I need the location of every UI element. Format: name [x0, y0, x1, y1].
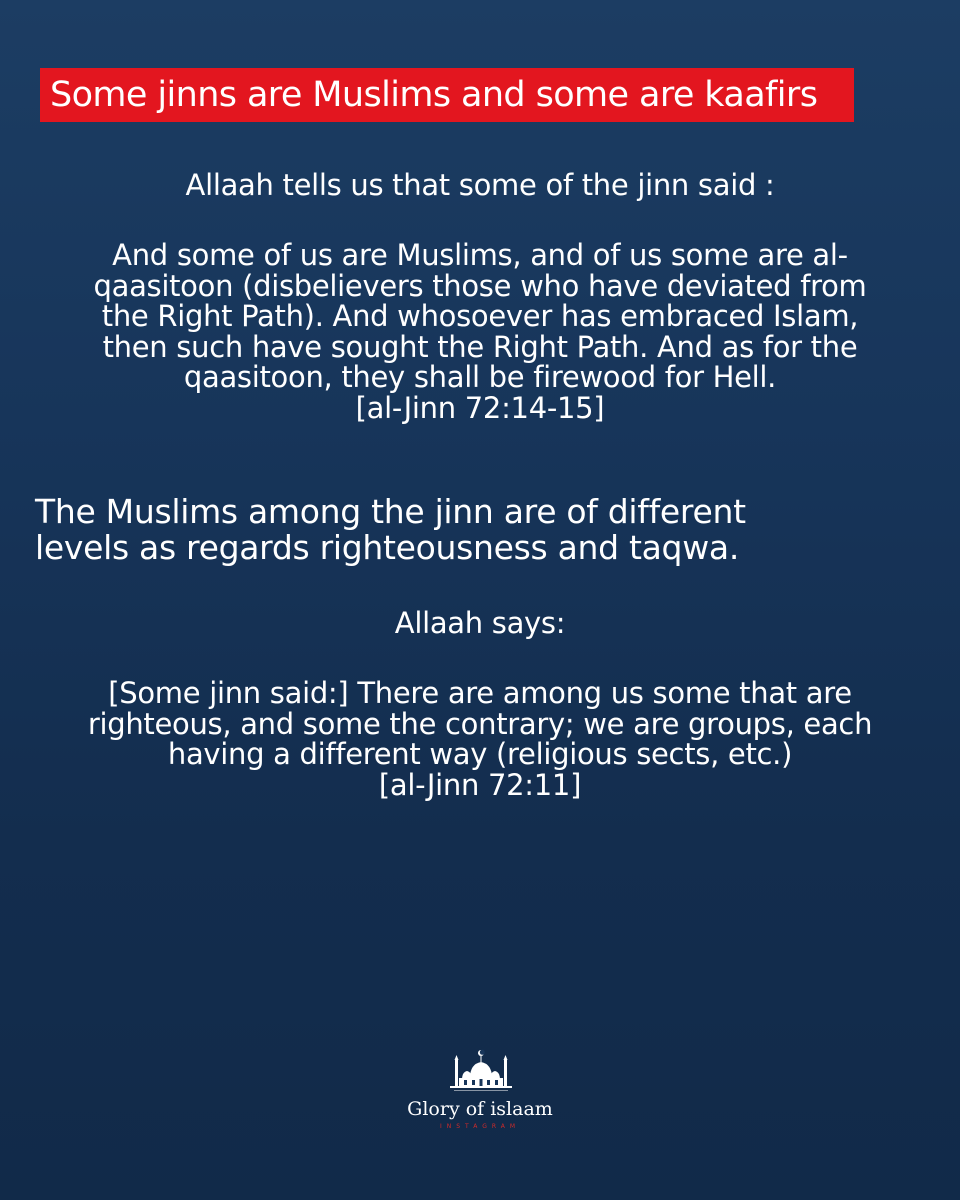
statement-line: The Muslims among the jinn are of different	[35, 492, 746, 531]
brand-subtitle: INSTAGRAM	[439, 1123, 521, 1130]
page-title: Some jinns are Muslims and some are kaafirs	[50, 75, 818, 115]
verse-block-2	[0, 678, 960, 800]
verse-line: righteous, and some the contrary; we are groups, each	[87, 706, 873, 741]
mosque-icon	[450, 1048, 512, 1094]
verse-line: the Right Path). And whosoever has embraced Islam,	[101, 299, 859, 333]
verse-line: [Some jinn said:] There are among us some that are	[108, 676, 852, 710]
section1-intro	[0, 170, 960, 201]
verse-reference: [al-Jinn 72:11]	[378, 767, 582, 802]
brand-logo	[380, 1048, 580, 1138]
brand-name: Glory of islaam	[407, 1098, 553, 1120]
verse-line: qaasitoon (disbelievers those who have deviated from	[93, 268, 867, 303]
verse-line: then such have sought the Right Path. And as for the	[102, 329, 858, 364]
title-banner	[40, 68, 854, 122]
statement-paragraph	[35, 494, 935, 566]
verse-line: And some of us are Muslims, and of us some are al-	[112, 238, 848, 272]
verse-block-1	[0, 240, 960, 423]
statement-line: levels as regards righteousness and taqwa.	[35, 528, 740, 567]
verse-reference: [al-Jinn 72:14-15]	[355, 390, 605, 425]
intro-text: Allaah says:	[394, 606, 566, 640]
verse-line: qaasitoon, they shall be firewood for Hell.	[183, 360, 777, 394]
intro-text: Allaah tells us that some of the jinn said :	[185, 168, 775, 202]
verse-line: having a different way (religious sects, etc.)	[167, 737, 793, 771]
section2-intro	[0, 608, 960, 639]
